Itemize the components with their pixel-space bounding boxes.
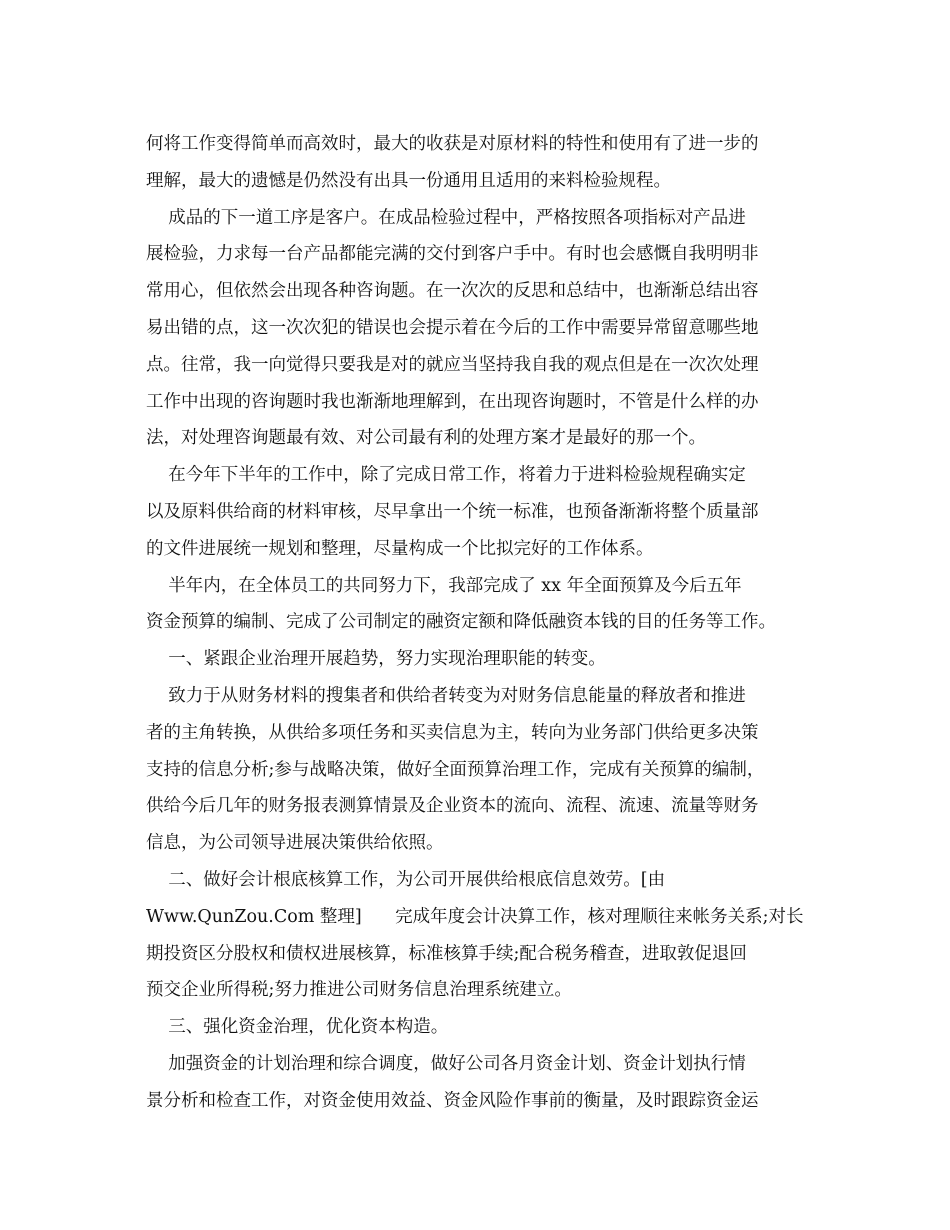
- text-line: 法，对处理咨询题最有效、对公司最有利的处理方案才是最好的那一个。: [146, 428, 706, 449]
- text-line: 期投资区分股权和债权进展核算，标准核算手续;配合税务稽查，进取敦促退回: [146, 943, 747, 964]
- text-line: 二、做好会计根底核算工作，为公司开展供给根底信息效劳。[由: [146, 869, 666, 890]
- text-line: 三、强化资金治理，优化资本构造。: [146, 1017, 449, 1038]
- text-line: 展检验，力求每一台产品都能完满的交付到客户手中。有时也会感慨自我明明非: [146, 244, 759, 265]
- text-line: 供给今后几年的财务报表测算情景及企业资本的流向、流程、流速、流量等财务: [146, 796, 759, 817]
- text-line: 一、紧跟企业治理开展趋势，努力实现治理职能的转变。: [146, 649, 606, 670]
- text-line: 景分析和检查工作，对资金使用效益、资金风险作事前的衡量，及时跟踪资金运: [146, 1090, 759, 1111]
- text-line: 的文件进展统一规划和整理，尽量构成一个比拟完好的工作体系。: [146, 538, 654, 559]
- text-line: 易出错的点，这一次次犯的错误也会提示着在今后的工作中需要异常留意哪些地: [146, 317, 759, 338]
- text-line: 以及原料供给商的材料审核，尽早拿出一个统一标准，也预备渐渐将整个质量部: [146, 501, 759, 522]
- text-line: 点。往常，我一向觉得只要我是对的就应当坚持我自我的观点但是在一次次处理: [146, 354, 759, 375]
- text-line: Www.QunZou.Com 整理] 完成年度会计决算工作，核对理顺往来帐务关系;对长: [146, 906, 804, 927]
- text-line: 预交企业所得税;努力推进公司财务信息治理系统建立。: [146, 980, 572, 1001]
- text-line: 资金预算的编制、完成了公司制定的融资定额和降低融资本钱的目的任务等工作。: [146, 612, 776, 633]
- text-line: 半年内，在全体员工的共同努力下，我部完成了 xx 年全面预算及今后五年: [146, 575, 742, 596]
- text-line: 支持的信息分析;参与战略决策，做好全面预算治理工作，完成有关预算的编制，: [146, 759, 765, 780]
- text-line: 加强资金的计划治理和综合调度，做好公司各月资金计划、资金计划执行情: [146, 1053, 746, 1074]
- text-line: 致力于从财务材料的搜集者和供给者转变为对财务信息能量的释放者和推进: [146, 685, 746, 706]
- text-line: 者的主角转换，从供给多项任务和买卖信息为主，转向为业务部门供给更多决策: [146, 722, 759, 743]
- text-line: 在今年下半年的工作中，除了完成日常工作，将着力于进料检验规程确实定: [146, 465, 746, 486]
- text-line: 理解，最大的遗憾是仍然没有出具一份通用且适用的来料检验规程。: [146, 170, 671, 191]
- text-line: 工作中出现的咨询题时我也渐渐地理解到，在出现咨询题时，不管是什么样的办: [146, 391, 759, 412]
- text-line: 成品的下一道工序是客户。在成品检验过程中，严格按照各项指标对产品进: [146, 207, 746, 228]
- text-line: 常用心，但依然会出现各种咨询题。在一次次的反思和总结中，也渐渐总结出容: [146, 281, 759, 302]
- text-line: 何将工作变得简单而高效时，最大的收获是对原材料的特性和使用有了进一步的: [146, 134, 759, 154]
- document-body: [146, 126, 806, 1120]
- text-line: 信息，为公司领导进展决策供给依照。: [146, 833, 444, 854]
